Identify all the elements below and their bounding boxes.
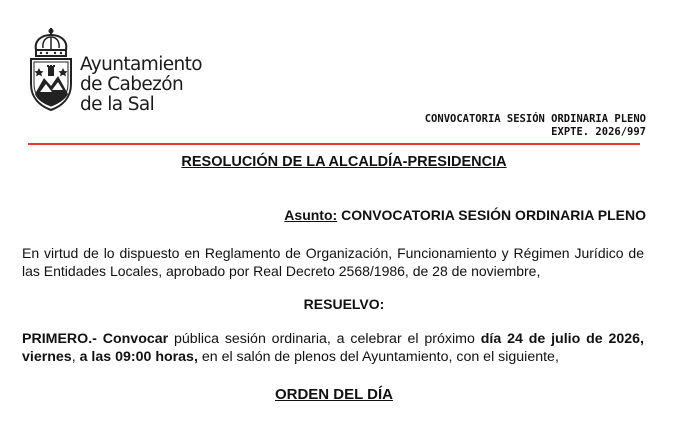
session-date: día 24 de julio de 2026, viernes — [22, 331, 645, 365]
subject-value: CONVOCATORIA SESIÓN ORDINARIA PLENO — [341, 207, 646, 223]
primero-text: , — [71, 349, 80, 365]
session-time: a las 09:00 horas, — [79, 349, 198, 365]
subject-label: Asunto: — [284, 207, 338, 223]
primero-lead: PRIMERO.- Convocar — [22, 331, 169, 347]
document-title: RESOLUCIÓN DE LA ALCALDÍA-PRESIDENCIA — [181, 154, 507, 170]
organization-name — [80, 55, 220, 115]
resuelvo-heading: RESUELVO: — [303, 296, 385, 312]
subject-line — [284, 207, 646, 223]
org-name-line: Ayuntamiento — [80, 54, 203, 75]
primero-text: pública sesión ordinaria, a celebrar el próximo — [168, 331, 481, 347]
primero-text: en el salón de plenos del Ayuntamiento, con el siguiente, — [197, 349, 559, 365]
org-name-line: de Cabezón — [80, 74, 184, 95]
intro-paragraph: En virtud de lo dispuesto en Reglamento de Organización, Funcionamiento y Régimen Jurídico de las Entidades Locales, aprobado por Real Decreto 2568/1986, de 28 de noviembre, — [22, 245, 644, 279]
expediente-ref: EXPTE. 2026/997 — [551, 126, 646, 138]
org-name-line: de la Sal — [80, 94, 155, 115]
reference-block — [425, 113, 646, 139]
orden-del-dia-heading: ORDEN DEL DÍA — [274, 386, 394, 403]
convocatoria-ref: CONVOCATORIA SESIÓN ORDINARIA PLENO — [424, 113, 646, 125]
header-divider — [28, 143, 640, 145]
coat-of-arms-icon — [28, 26, 74, 112]
primero-paragraph — [22, 330, 644, 366]
